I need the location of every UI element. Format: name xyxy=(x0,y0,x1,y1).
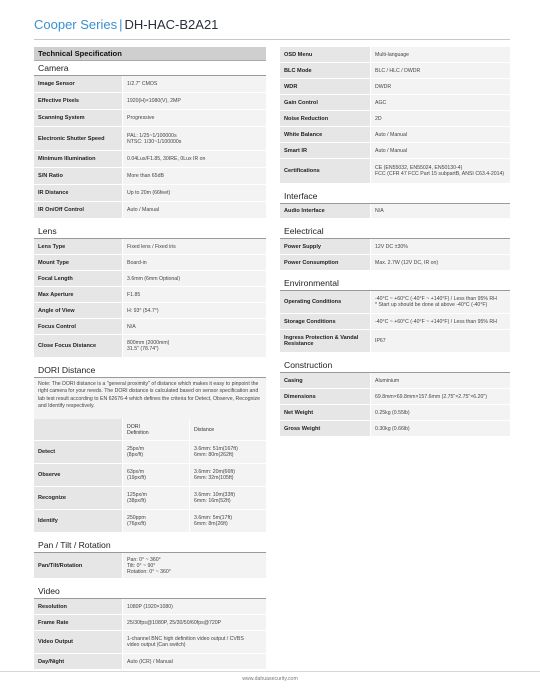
spec-value-line: 31.5" (78.74") xyxy=(127,346,159,352)
spec-label: Audio Interface xyxy=(280,204,370,218)
spec-label: Gross Weight xyxy=(280,421,370,436)
spec-value xyxy=(122,631,266,653)
spec-value-line: IP67 xyxy=(375,338,386,344)
spec-value-line: * Start up should be done at above -40°C (-40°F) xyxy=(375,302,488,308)
right-column xyxy=(280,47,510,437)
dori-definition-line: 250ppm xyxy=(127,515,146,521)
spec-value xyxy=(370,204,510,218)
dori-table-header xyxy=(34,419,266,441)
spec-row-electronic-shutter-speed xyxy=(34,127,266,151)
spec-row-max-aperture xyxy=(34,287,266,303)
spec-value-line: Board-in xyxy=(127,259,147,266)
spec-row-s-n-ratio xyxy=(34,168,266,185)
model-name: DH-HAC-B2A21 xyxy=(124,16,219,32)
spec-row-gain-control xyxy=(280,95,510,111)
spec-value-line: 3.6mm (6mm Optional) xyxy=(127,275,181,282)
spec-value-line: More than 65dB xyxy=(127,173,164,179)
spec-label: Focal Length xyxy=(34,271,122,286)
spec-value xyxy=(122,599,266,614)
spec-label: Dimensions xyxy=(280,389,370,404)
dori-label: Identify xyxy=(34,510,122,532)
dori-col-distance: Distance xyxy=(189,419,266,440)
spec-row-noise-reduction xyxy=(280,111,510,127)
dori-row-recognize xyxy=(34,487,266,510)
spec-value xyxy=(370,111,510,126)
dori-col-definition-line: Definition xyxy=(127,429,149,436)
spec-label: BLC Mode xyxy=(280,63,370,78)
spec-value-line: H: 93° (54.7°) xyxy=(127,307,159,314)
section-title-eelectrical: Eelectrical xyxy=(280,224,510,239)
spec-label: IR On/Off Control xyxy=(34,202,122,218)
spec-value xyxy=(370,63,510,78)
dori-note: Note: The DORI distance is a "general proximity" of distance which makes it easy to pinpoint the right camera for your needs. The DORI distance is calculated based on sensor specification and lab test result according to EN 62676-4 which defines the criteria for Detect, Observe, Recognize and Identify respectively. xyxy=(34,378,266,419)
spec-label: Ingress Protection & Vandal Resistance xyxy=(280,330,370,352)
dori-row-detect xyxy=(34,441,266,464)
spec-value xyxy=(122,654,266,669)
spec-value xyxy=(370,255,510,270)
spec-label: Operating Conditions xyxy=(280,291,370,313)
spec-label: Resolution xyxy=(34,599,122,614)
dori-definition-line: (8px/ft) xyxy=(127,452,144,458)
spec-value-line: Rotation: 0° ~ 360° xyxy=(127,568,171,575)
spec-row-video-output xyxy=(34,631,266,654)
dori-definition-line: 25px/m xyxy=(127,446,145,452)
dori-distance xyxy=(189,487,266,509)
spec-label: Casing xyxy=(280,373,370,388)
spec-value-line: 1-channel BNC high definition video output / CVBS xyxy=(127,636,244,642)
spec-row-close-focus-distance xyxy=(34,335,266,358)
spec-row-smart-ir xyxy=(280,143,510,159)
dori-definition-line: (38px/ft) xyxy=(127,498,147,504)
spec-row-ir-on-off-control xyxy=(34,202,266,219)
spec-value xyxy=(122,335,266,357)
spec-value xyxy=(122,151,266,167)
spec-value xyxy=(370,373,510,388)
spec-value xyxy=(122,168,266,184)
spec-value-line: Auto / Manual xyxy=(375,147,408,154)
spec-value-line: Auto (ICR) / Manual xyxy=(127,658,173,665)
dori-definition-line: 63px/m xyxy=(127,469,145,475)
spec-label: Effective Pixels xyxy=(34,93,122,109)
spec-value-line: 12V DC ±30% xyxy=(375,243,408,250)
spec-value-line: CE (EN55032, EN55024, EN50130-4) xyxy=(375,165,463,171)
spec-row-effective-pixels xyxy=(34,93,266,110)
spec-value-line: 1080P (1920×1080) xyxy=(127,603,173,610)
spec-value xyxy=(370,330,510,352)
section-title-interface: Interface xyxy=(280,189,510,204)
dori-definition xyxy=(122,464,189,486)
section-title-construction: Construction xyxy=(280,358,510,373)
spec-label: Smart IR xyxy=(280,143,370,158)
spec-value-line: Pan: 0° ~ 360° xyxy=(127,556,161,563)
spec-value xyxy=(370,314,510,329)
dori-distance-line: 6mm: 80m(262ft) xyxy=(194,452,234,458)
spec-row-minimum-illumination xyxy=(34,151,266,168)
spec-value xyxy=(122,76,266,92)
spec-value-line: FCC (CFR 47 FCC Part 15 subpartB, ANSI C63.4-2014) xyxy=(375,171,505,177)
spec-label: Gain Control xyxy=(280,95,370,110)
spec-label: Pan/Tilt/Rotation xyxy=(34,553,122,578)
dori-definition-line: (19px/ft) xyxy=(127,475,147,481)
section-title-environmental: Environmental xyxy=(280,276,510,291)
spec-row-casing xyxy=(280,373,510,389)
spec-row-storage-conditions xyxy=(280,314,510,330)
spec-label: Mount Type xyxy=(34,255,122,270)
spec-row-focal-length xyxy=(34,271,266,287)
spec-value-line: BLC / HLC / DWDR xyxy=(375,67,421,74)
spec-label: Image Sensor xyxy=(34,76,122,92)
spec-value-line: NTSC: 1/30~1/100000s xyxy=(127,138,182,145)
spec-label: Noise Reduction xyxy=(280,111,370,126)
spec-row-osd-menu xyxy=(280,47,510,63)
spec-label: Electronic Shutter Speed xyxy=(34,127,122,150)
dori-definition xyxy=(122,487,189,509)
spec-value-line: Max. 2.7W (12V DC, IR on) xyxy=(375,259,439,266)
spec-value xyxy=(370,95,510,110)
spec-label: Net Weight xyxy=(280,405,370,420)
spec-value-line: Aluminium xyxy=(375,377,400,384)
page-header xyxy=(34,12,218,36)
spec-value xyxy=(370,127,510,142)
spec-value-line: Progressive xyxy=(127,115,155,121)
spec-row-net-weight xyxy=(280,405,510,421)
spec-value xyxy=(370,291,510,313)
spec-value xyxy=(122,287,266,302)
series-name: Cooper Series xyxy=(34,16,118,32)
spec-value xyxy=(370,405,510,420)
header-divider xyxy=(34,39,510,40)
spec-value-line: 69.8mm×69.8mm×157.6mm (2.75"×2.75"×6.20") xyxy=(375,393,487,400)
spec-label: S/N Ratio xyxy=(34,168,122,184)
dori-distance-line: 3.6mm: 10m(33ft) xyxy=(194,492,235,498)
spec-value xyxy=(122,271,266,286)
spec-value-line: 1920(H)×1080(V), 2MP xyxy=(127,98,181,104)
dori-distance-line: 6mm: 32m(105ft) xyxy=(194,475,234,481)
left-column xyxy=(34,47,266,670)
spec-value-line: Tilt: 0° ~ 90° xyxy=(127,562,156,569)
dori-distance xyxy=(189,510,266,532)
spec-value xyxy=(370,143,510,158)
spec-label: Lens Type xyxy=(34,239,122,254)
spec-row-ir-distance xyxy=(34,185,266,202)
spec-label: Focus Control xyxy=(34,319,122,334)
dori-definition-line: 125px/m xyxy=(127,492,147,498)
spec-value-line: 0.25kg (0.55lb) xyxy=(375,409,410,416)
section-title-lens: Lens xyxy=(34,224,266,239)
spec-row-wdr xyxy=(280,79,510,95)
section-title-video: Video xyxy=(34,584,266,599)
dori-distance-line: 6mm: 16m(52ft) xyxy=(194,498,231,504)
spec-value xyxy=(122,239,266,254)
spec-row-certifications xyxy=(280,159,510,184)
spec-row-resolution xyxy=(34,599,266,615)
dori-definition xyxy=(122,441,189,463)
spec-value-line: 800mm (2000mm) xyxy=(127,340,170,346)
spec-label: Video Output xyxy=(34,631,122,653)
spec-label: Close Focus Distance xyxy=(34,335,122,357)
spec-label: WDR xyxy=(280,79,370,94)
spec-label: Frame Rate xyxy=(34,615,122,630)
spec-row-audio-interface xyxy=(280,204,510,219)
spec-label: Minimum Illumination xyxy=(34,151,122,167)
spec-row-day-night xyxy=(34,654,266,670)
spec-label: Power Consumption xyxy=(280,255,370,270)
spec-value xyxy=(370,389,510,404)
spec-row-power-supply xyxy=(280,239,510,255)
spec-value-line: 1/2.7" CMOS xyxy=(127,81,158,87)
dori-row-observe xyxy=(34,464,266,487)
spec-value xyxy=(122,255,266,270)
dori-header-blank xyxy=(34,419,122,440)
spec-row-scanning-system xyxy=(34,110,266,127)
spec-label: Scanning System xyxy=(34,110,122,126)
spec-row-focus-control xyxy=(34,319,266,335)
spec-row-frame-rate xyxy=(34,615,266,631)
spec-label: IR Distance xyxy=(34,185,122,201)
spec-label: White Balance xyxy=(280,127,370,142)
dori-definition xyxy=(122,510,189,532)
dori-distance-line: 3.6mm: 51m(167ft) xyxy=(194,446,238,452)
spec-value xyxy=(122,553,266,578)
spec-row-mount-type xyxy=(34,255,266,271)
section-title-pan-tilt-rotation: Pan / Tilt / Rotation xyxy=(34,538,266,553)
spec-value-line: Auto / Manual xyxy=(375,131,408,138)
dori-col-definition xyxy=(122,419,189,440)
spec-label: Storage Conditions xyxy=(280,314,370,329)
spec-value xyxy=(122,127,266,150)
spec-value xyxy=(370,159,510,183)
footer-divider xyxy=(0,671,540,672)
dori-distance-line: 3.6mm: 5m(17ft) xyxy=(194,515,233,521)
dori-distance xyxy=(189,464,266,486)
spec-value xyxy=(370,421,510,436)
spec-value-line: Fixed lens / Fixed iris xyxy=(127,243,176,250)
spec-value-line: 0.04Lux/F1.85, 30IRE, 0Lux IR on xyxy=(127,156,206,162)
spec-value xyxy=(370,239,510,254)
spec-value-line: 2D xyxy=(375,115,382,122)
spec-value-line: DWDR xyxy=(375,83,392,90)
spec-row-angle-of-view xyxy=(34,303,266,319)
spec-value xyxy=(122,185,266,201)
dori-label: Detect xyxy=(34,441,122,463)
spec-label: Power Supply xyxy=(280,239,370,254)
dori-definition-line: (76px/ft) xyxy=(127,521,147,527)
spec-value-line: video output (Can switch) xyxy=(127,642,186,648)
dori-label: Observe xyxy=(34,464,122,486)
spec-row-white-balance xyxy=(280,127,510,143)
spec-value xyxy=(122,202,266,218)
spec-value-line: N/A xyxy=(127,323,136,330)
spec-value xyxy=(122,303,266,318)
spec-row-dimensions xyxy=(280,389,510,405)
spec-value-line: F1.85 xyxy=(127,291,141,298)
spec-value-line: -40°C ~ +60°C (-40°F ~ +140°F) / Less than 95% RH xyxy=(375,296,497,302)
section-title-camera: Camera xyxy=(34,61,266,76)
spec-label: Angle of View xyxy=(34,303,122,318)
spec-value-line: AGC xyxy=(375,99,387,106)
spec-row-lens-type xyxy=(34,239,266,255)
spec-label: OSD Menu xyxy=(280,47,370,62)
spec-value-line: PAL: 1/25~1/100000s xyxy=(127,132,177,139)
spec-title: Technical Specification xyxy=(34,47,266,61)
spec-row-blc-mode xyxy=(280,63,510,79)
dori-row-identify xyxy=(34,510,266,533)
spec-label: Certifications xyxy=(280,159,370,183)
spec-value xyxy=(370,47,510,62)
section-title-dori-distance: DORI Distance xyxy=(34,363,266,378)
spec-value-line: 0.30kg (0.66lb) xyxy=(375,425,410,432)
spec-value xyxy=(370,79,510,94)
dori-col-definition-line: DORI xyxy=(127,423,140,430)
spec-value xyxy=(122,615,266,630)
dori-distance-line: 3.6mm: 20m(66ft) xyxy=(194,469,235,475)
spec-value-line: Auto / Manual xyxy=(127,207,160,213)
spec-value xyxy=(122,319,266,334)
dori-distance xyxy=(189,441,266,463)
spec-value xyxy=(122,93,266,109)
spec-value-line: N/A xyxy=(375,208,384,214)
spec-value-line: Multi-language xyxy=(375,51,410,58)
dori-label: Recognize xyxy=(34,487,122,509)
spec-row-pan-tilt-rotation xyxy=(34,553,266,579)
header-separator: | xyxy=(119,16,123,32)
spec-value-line: 25/30fps@1080P, 25/30/50/60fps@720P xyxy=(127,619,222,626)
spec-label: Max Aperture xyxy=(34,287,122,302)
dori-distance-line: 6mm: 8m(26ft) xyxy=(194,521,228,527)
spec-row-image-sensor xyxy=(34,76,266,93)
spec-row-power-consumption xyxy=(280,255,510,271)
spec-row-operating-conditions xyxy=(280,291,510,314)
spec-label: Day/Night xyxy=(34,654,122,669)
spec-value-line: -40°C ~ +60°C (-40°F ~ +140°F) / Less than 95% RH xyxy=(375,318,497,325)
spec-row-ingress-protection-vandal-resistance xyxy=(280,330,510,353)
footer-url[interactable]: www.dahuasecurity.com xyxy=(242,676,298,682)
spec-value xyxy=(122,110,266,126)
spec-value-line: Up to 20m (66feet) xyxy=(127,190,171,196)
spec-row-gross-weight xyxy=(280,421,510,437)
